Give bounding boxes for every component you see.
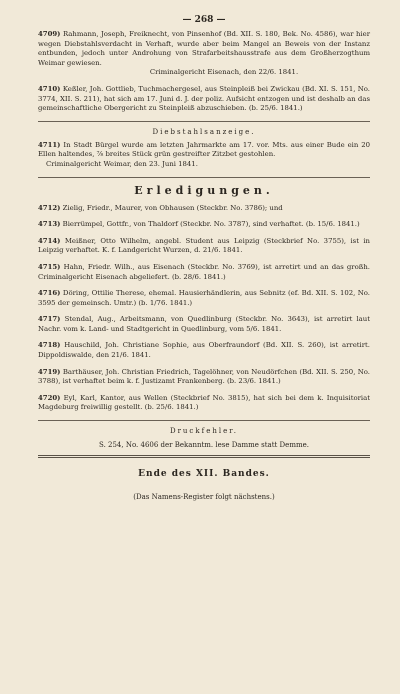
section-heading-diebstahlsanzeige: Diebstahlsanzeige.: [152, 127, 256, 136]
entry-4719: [38, 368, 370, 387]
entry-4718: [38, 341, 370, 360]
entry-4715: [38, 263, 370, 282]
divider: [38, 121, 370, 122]
section-heading-druckfehler: Druckfehler.: [169, 427, 239, 436]
entry-number: 4709): [38, 30, 61, 38]
entry-4717: [38, 315, 370, 334]
entry-number: 4710): [38, 84, 61, 93]
entry-text: Bierrümpel, Gottfr., von Thaldorf (Steckbr. No. 3787), sind verhaftet. (b. 15/6. 1841.): [62, 220, 360, 229]
entry-text: Hauschild, Joh. Christiane Sophie, aus Oberfraundorf (Bd. XII. S. 260), ist arretirt. Dippoldiswalde, den 21/6. 1841.: [38, 341, 370, 360]
divider: [38, 420, 370, 421]
entry-4714: [38, 237, 370, 256]
entry-text: Stendal, Aug., Arbeitsmann, von Quedlinburg (Steckbr. No. 3643), ist arretirt laut Nachr. vom k. Land- und Stadtgericht in Quedlinburg, vom 5/6. 1841.: [38, 315, 370, 333]
entry-court: Criminalgericht Eisenach, den 22/6. 1841.: [149, 68, 299, 77]
entry-number: 4711): [38, 140, 61, 149]
entry-text: Hahn, Friedr. Wilh., aus Eisenach (Steckbr. No. 3769), ist arretirt und an das großh. Criminalgericht Eisenach abgeliefert. (b. 28/6. 1841.): [38, 262, 370, 281]
entry-number: 4714): [38, 236, 61, 245]
entry-text: Meißner, Otto Wilhelm, angebl. Student aus Leipzig (Steckbrief No. 3755), ist in Leipzig verhaftet. K. f. Landgericht Wurzen, d. 21/6. 1841.: [38, 236, 370, 255]
entry-number: 4716): [38, 289, 61, 298]
entry-4720: [38, 394, 370, 413]
entry-text: Barthäuser, Joh. Christian Friedrich, Tagelöhner, von Neudörfchen (Bd. XII. S. 250, No. 3788), ist verhaftet beim k. f. Justizamt Frankenberg. (b. 23/6. 1841.): [38, 367, 370, 386]
entry-number: 4719): [38, 367, 61, 376]
entry-text: Döring, Ottilie Therese, ehemal. Hausierhändlerin, aus Sebnitz (ef. Bd. XII. S. 102, No. 3595 der gemeinsch. Umtr.) (b. 1/76. 1841.): [38, 289, 370, 307]
entry-number: 4718): [38, 341, 61, 350]
entry-4709: [38, 30, 370, 78]
entry-number: 4713): [38, 220, 61, 229]
entry-number: 4712): [38, 203, 61, 212]
end-heading: Ende des XII. Bandes.: [138, 469, 270, 480]
section-heading-erledigungen: Erledigungen.: [134, 183, 274, 197]
entry-text: In Stadt Bürgel wurde am letzten Jahrmarkte am 17. vor. Mts. aus einer Bude ein 20 Ellen haltendes, ⅞ breites Stück grün gestreifter Zitzbet gestohlen.: [38, 140, 370, 159]
double-divider: [38, 455, 370, 458]
entry-text: Keßler, Joh. Gottlieb, Tuchmachergesel, aus Steinpleiß bei Zwickau (Bd. XI. S. 151, No. 3774, XII. S. 211), hat sich am 17. Juni d. J. der poliz. Aufsicht entzogen und ist deshalb an das gemeinschaftliche Obergericht zu Steinpleiß abzuschieben. (b. 25/6. 1841.): [38, 84, 370, 113]
entry-4711: [38, 141, 370, 170]
entry-number: 4715): [38, 262, 61, 271]
entry-number: 4720): [38, 393, 61, 402]
entry-4712: [38, 204, 370, 214]
entry-text: Zielig, Friedr., Maurer, von Obhausen (Steckbr. No. 3786); und: [62, 203, 283, 212]
entry-4716: [38, 289, 370, 308]
druckfehler-text: S. 254, No. 4606 der Bekanntm. lese Damme statt Demme.: [99, 441, 309, 450]
entry-number: 4717): [38, 315, 61, 324]
divider: [38, 177, 370, 178]
register-note: (Das Namens-Register folgt nächstens.): [133, 493, 275, 502]
page-number: — 268 —: [182, 15, 226, 25]
entry-4710: [38, 85, 370, 114]
entry-4713: [38, 220, 370, 230]
entry-court: Criminalgericht Weimar, den 23. Juni 1841.: [46, 159, 198, 168]
entry-text: Eyl, Karl, Kantor, aus Wellen (Steckbrief No. 3815), hat sich bei dem k. Inquisitoriat Magdeburg freiwillig gestellt. (b. 25/6. 1841.): [38, 393, 370, 412]
entry-text: Rahmann, Joseph, Freiknecht, von Pinsenhof (Bd. XII. S. 180, Bek. No. 4586), war hier wegen Diebstahlsverdacht in Verhaft, wurde aber beim Mangel an Beweis von der Instanz entbunden, jedoch unter Androhung von Strafarbeitshausstrafe aus dem Großherzogthum Weimar gewiesen.: [38, 30, 370, 67]
